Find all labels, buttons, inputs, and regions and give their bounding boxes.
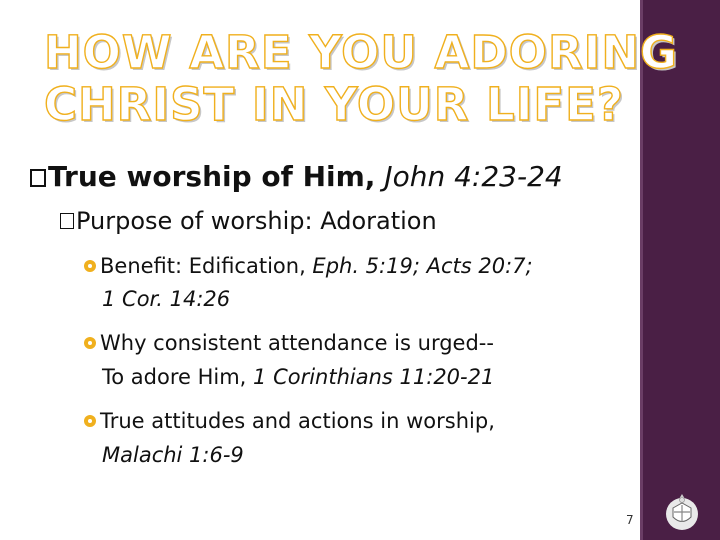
side-band-highlight — [640, 0, 643, 540]
bullet-level3-item-3-reference: Malachi 1:6-9 — [102, 443, 244, 467]
crest-seal-icon — [661, 490, 703, 532]
bullet-level3-item-2-text: Why consistent attendance is urged-- — [100, 331, 494, 355]
square-bullet-icon — [30, 169, 46, 187]
bullet-level2-text: Purpose of worship: Adoration — [76, 207, 437, 235]
slide-title-line-1: HOW ARE YOU ADORING — [44, 26, 678, 79]
bullet-level3-item-2-continuation-text: To adore Him, — [102, 365, 254, 389]
gold-circle-bullet-icon — [84, 337, 96, 349]
bullet-level3-item-2-continuation — [102, 365, 494, 389]
bullet-level3-item-1 — [84, 254, 533, 278]
gold-circle-bullet-icon — [84, 260, 96, 272]
bullet-level3-item-3 — [84, 409, 495, 433]
bullet-level3-item-2-reference: 1 Corinthians 11:20-21 — [253, 365, 495, 389]
side-band — [640, 0, 720, 540]
bullet-level3-item-3-text: True attitudes and actions in worship, — [100, 409, 495, 433]
bullet-level1 — [30, 160, 563, 193]
gold-circle-bullet-icon — [84, 415, 96, 427]
bullet-level1-reference: John 4:23-24 — [384, 160, 563, 193]
square-bullet-icon — [60, 213, 74, 229]
bullet-level3-item-1-text: Benefit: Edification, — [100, 254, 313, 278]
bullet-level3-item-1-continuation: 1 Cor. 14:26 — [102, 287, 231, 311]
page-number: 7 — [626, 513, 634, 527]
bullet-level2 — [60, 207, 437, 235]
bullet-level1-text: True worship of Him, — [48, 160, 376, 193]
slide-title-line-2: CHRIST IN YOUR LIFE? — [44, 78, 625, 131]
bullet-level3-item-2 — [84, 331, 494, 355]
bullet-level3-item-1-reference: Eph. 5:19; Acts 20:7; — [312, 254, 533, 278]
